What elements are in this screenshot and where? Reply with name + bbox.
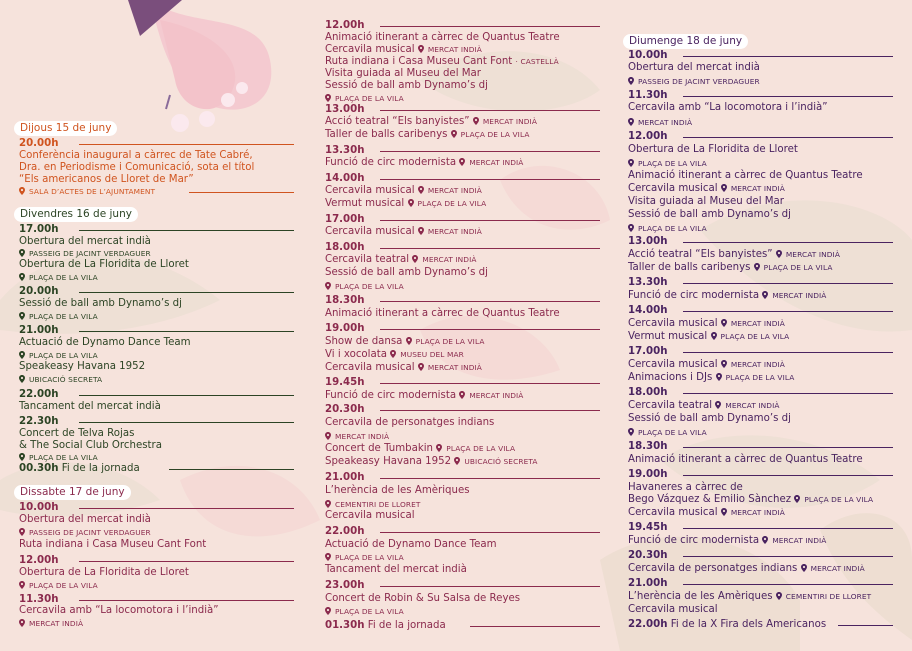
event-time: 10.00h bbox=[628, 50, 668, 61]
event-time: 13.30h bbox=[325, 145, 365, 156]
event-row: Speakeasy Havana 1952 UBICACIÓ SECRETA bbox=[325, 456, 538, 467]
location-pin-icon bbox=[762, 536, 768, 543]
location-pin-icon bbox=[19, 619, 25, 626]
event-location: PLAÇA DE LA VILA bbox=[19, 452, 294, 464]
divider bbox=[79, 292, 294, 293]
event-time: 19.45h bbox=[325, 377, 365, 388]
event-location: PLAÇA DE LA VILA bbox=[628, 223, 893, 235]
divider bbox=[683, 475, 893, 476]
event-location: PLAÇA DE LA VILA bbox=[19, 311, 294, 323]
event-title: Actuació de Dynamo Dance Team bbox=[19, 337, 191, 348]
location-pin-icon bbox=[716, 373, 722, 380]
event-title: “Els americanos de Lloret de Mar” bbox=[19, 174, 194, 185]
event-time: 14.00h bbox=[325, 173, 365, 184]
event-time: 12.00h bbox=[628, 131, 668, 142]
event-title: Dra. en Periodisme i Comunicació, sota el títol bbox=[19, 162, 255, 173]
event-location: PASSEIG DE JACINT VERDAGUER bbox=[19, 248, 294, 260]
divider bbox=[683, 283, 893, 284]
event-time: 17.00h bbox=[325, 214, 365, 225]
divider bbox=[683, 393, 893, 394]
event-title: L’herència de les Amèriques bbox=[325, 485, 470, 496]
event-title: Speakeasy Havana 1952 bbox=[19, 361, 146, 372]
event-title: Havaneres a càrrec de bbox=[628, 482, 743, 493]
location-pin-icon bbox=[325, 500, 331, 507]
divider bbox=[683, 528, 893, 529]
event-time: 11.30h bbox=[19, 594, 59, 605]
event-location: MERCAT INDIÀ bbox=[628, 117, 893, 129]
event-time: 14.00h bbox=[628, 305, 668, 316]
divider bbox=[79, 600, 294, 601]
event-time: 11.30h bbox=[628, 90, 668, 101]
event-title: Sessió de ball amb Dynamo’s dj bbox=[628, 413, 791, 424]
location-pin-icon bbox=[406, 337, 412, 344]
divider bbox=[683, 56, 893, 57]
day-header-dissabte: Dissabte 17 de juny bbox=[14, 485, 131, 500]
location-pin-icon bbox=[794, 495, 800, 502]
divider bbox=[838, 625, 893, 626]
divider bbox=[79, 508, 294, 509]
location-pin-icon bbox=[19, 312, 25, 319]
event-row: Vi i xocolata MUSEU DEL MAR bbox=[325, 349, 464, 360]
event-title: Obertura del mercat indià bbox=[628, 62, 760, 73]
event-time: 19.45h bbox=[628, 522, 668, 533]
event-row: Vermut musical PLAÇA DE LA VILA bbox=[628, 331, 790, 342]
divider bbox=[79, 144, 294, 145]
event-row: Concert de Tumbakin PLAÇA DE LA VILA bbox=[325, 443, 516, 454]
event-location: PLAÇA DE LA VILA bbox=[325, 93, 600, 105]
location-pin-icon bbox=[451, 130, 457, 137]
location-pin-icon bbox=[628, 118, 634, 125]
event-time: 18.00h bbox=[325, 242, 365, 253]
event-row: Cercavila musical MERCAT INDIÀ bbox=[325, 44, 482, 55]
event-location: PLAÇA DE LA VILA bbox=[628, 427, 893, 439]
event-row: Taller de balls caribenys PLAÇA DE LA VILA bbox=[628, 262, 833, 273]
event-row: Funció de circ modernista MERCAT INDIÀ bbox=[325, 157, 524, 168]
event-title: Obertura de La Floridita de Lloret bbox=[628, 144, 798, 155]
location-pin-icon bbox=[721, 319, 727, 326]
location-pin-icon bbox=[454, 457, 460, 464]
event-title: Visita guiada al Museu del Mar bbox=[325, 68, 481, 79]
event-row: Bego Vázquez & Emilio Sànchez PLAÇA DE LA VILA bbox=[628, 494, 874, 505]
location-pin-icon bbox=[412, 255, 418, 262]
event-end: 00.30h Fi de la jornada bbox=[19, 463, 140, 474]
event-row: Cercavila musical MERCAT INDIÀ bbox=[325, 185, 482, 196]
event-location: PLAÇA DE LA VILA bbox=[19, 580, 294, 592]
location-pin-icon bbox=[19, 273, 25, 280]
event-row: Cercavila musical MERCAT INDIÀ bbox=[628, 183, 785, 194]
event-time: 12.00h bbox=[325, 20, 365, 31]
event-title: Obertura del mercat indià bbox=[19, 514, 151, 525]
event-row: Acció teatral “Els banyistes” MERCAT INDIÀ bbox=[325, 116, 537, 127]
event-location: UBICACIÓ SECRETA bbox=[19, 374, 294, 386]
event-row: Show de dansa PLAÇA DE LA VILA bbox=[325, 336, 485, 347]
event-time: 22.30h bbox=[19, 416, 59, 427]
event-row: Funció de circ modernista MERCAT INDIÀ bbox=[628, 290, 827, 301]
location-pin-icon bbox=[436, 444, 442, 451]
event-time: 12.00h bbox=[19, 555, 59, 566]
event-time: 20.00h bbox=[19, 138, 59, 149]
event-end: 22.00h Fi de la X Fira dels Americanos bbox=[628, 619, 827, 630]
location-pin-icon bbox=[801, 564, 807, 571]
location-pin-icon bbox=[473, 117, 479, 124]
location-pin-icon bbox=[418, 363, 424, 370]
event-location: PLAÇA DE LA VILA bbox=[325, 552, 600, 564]
event-row: Cercavila teatral MERCAT INDIÀ bbox=[628, 400, 780, 411]
event-time: 21.00h bbox=[325, 472, 365, 483]
event-title: Sessió de ball amb Dynamo’s dj bbox=[325, 80, 488, 91]
event-time: 17.00h bbox=[628, 346, 668, 357]
event-time: 22.00h bbox=[325, 526, 365, 537]
event-time: 23.00h bbox=[325, 580, 365, 591]
divider bbox=[189, 192, 294, 193]
event-time: 21.00h bbox=[19, 325, 59, 336]
event-row: Cercavila musical MERCAT INDIÀ bbox=[325, 226, 482, 237]
event-title: Animació itinerant a càrrec de Quantus Teatre bbox=[325, 308, 560, 319]
event-time: 20.30h bbox=[325, 404, 365, 415]
event-location: PLAÇA DE LA VILA bbox=[19, 272, 294, 284]
location-pin-icon bbox=[628, 77, 634, 84]
location-pin-icon bbox=[19, 581, 25, 588]
location-pin-icon bbox=[721, 360, 727, 367]
location-pin-icon bbox=[628, 428, 634, 435]
event-title: Cercavila amb “La locomotora i l’indià” bbox=[19, 605, 219, 616]
divider bbox=[683, 311, 893, 312]
divider bbox=[79, 422, 294, 423]
event-row: Animacions i DJs PLAÇA DE LA VILA bbox=[628, 372, 795, 383]
event-row: Acció teatral “Els banyistes” MERCAT INDIÀ bbox=[628, 249, 840, 260]
day-header-dijous: Dijous 15 de juny bbox=[14, 121, 117, 136]
location-pin-icon bbox=[19, 375, 25, 382]
divider bbox=[380, 110, 600, 111]
event-row: Cercavila musical MERCAT INDIÀ bbox=[628, 507, 785, 518]
event-title: & The Social Club Orchestra bbox=[19, 440, 162, 451]
location-pin-icon bbox=[19, 528, 25, 535]
location-pin-icon bbox=[19, 249, 25, 256]
event-time: 19.00h bbox=[628, 469, 668, 480]
divider bbox=[380, 532, 600, 533]
event-location: PLAÇA DE LA VILA bbox=[325, 606, 600, 618]
event-title: Tancament del mercat indià bbox=[325, 564, 467, 575]
location-pin-icon bbox=[418, 227, 424, 234]
event-location: PLAÇA DE LA VILA bbox=[19, 350, 294, 362]
event-time: 22.00h bbox=[19, 389, 59, 400]
location-pin-icon bbox=[19, 187, 25, 194]
event-time: 18.00h bbox=[628, 387, 668, 398]
event-location: PLAÇA DE LA VILA bbox=[628, 158, 893, 170]
event-title: Cercavila amb “La locomotora i l’indià” bbox=[628, 102, 828, 113]
divider bbox=[380, 220, 600, 221]
event-row: Cercavila musical MERCAT INDIÀ bbox=[628, 318, 785, 329]
event-row: Cercavila musical MERCAT INDIÀ bbox=[628, 359, 785, 370]
divider bbox=[380, 329, 600, 330]
event-row: Cercavila de personatges indians MERCAT INDIÀ bbox=[628, 563, 865, 574]
event-title: Concert de Telva Rojas bbox=[19, 428, 135, 439]
event-time: 21.00h bbox=[628, 578, 668, 589]
event-end: 01.30h Fi de la jornada bbox=[325, 620, 446, 631]
day-header-diumenge: Diumenge 18 de juny bbox=[623, 34, 748, 49]
day-header-divendres: Divendres 16 de juny bbox=[14, 207, 138, 222]
event-title: Cercavila musical bbox=[628, 604, 718, 615]
event-title: Obertura de La Floridita de Lloret bbox=[19, 567, 189, 578]
event-title: Obertura del mercat indià bbox=[19, 236, 151, 247]
location-pin-icon bbox=[418, 45, 424, 52]
event-time: 17.00h bbox=[19, 224, 59, 235]
divider bbox=[683, 556, 893, 557]
event-location: SALA D’ACTES DE L’AJUNTAMENT bbox=[19, 186, 294, 198]
event-row: Cercavila teatral MERCAT INDIÀ bbox=[325, 254, 477, 265]
event-location: MERCAT INDIÀ bbox=[325, 431, 600, 443]
event-location: MERCAT INDIÀ bbox=[19, 618, 294, 630]
location-pin-icon bbox=[325, 282, 331, 289]
event-title: Cercavila de personatges indians bbox=[325, 417, 495, 428]
event-time: 13.30h bbox=[628, 277, 668, 288]
event-location: PASSEIG DE JACINT VERDAGUER bbox=[19, 527, 294, 539]
location-pin-icon bbox=[325, 94, 331, 101]
divider bbox=[470, 626, 600, 627]
divider bbox=[683, 584, 893, 585]
divider bbox=[683, 447, 893, 448]
location-pin-icon bbox=[628, 224, 634, 231]
event-title: Conferència inaugural a càrrec de Tate Cabré, bbox=[19, 150, 253, 161]
event-time: 20.00h bbox=[19, 286, 59, 297]
divider bbox=[380, 248, 600, 249]
divider bbox=[380, 586, 600, 587]
location-pin-icon bbox=[721, 184, 727, 191]
location-pin-icon bbox=[19, 351, 25, 358]
event-time: 18.30h bbox=[325, 295, 365, 306]
event-time: 13.00h bbox=[325, 104, 365, 115]
location-pin-icon bbox=[721, 508, 727, 515]
divider bbox=[380, 410, 600, 411]
location-pin-icon bbox=[325, 553, 331, 560]
divider bbox=[79, 395, 294, 396]
divider bbox=[380, 179, 600, 180]
event-title: Animació itinerant a càrrec de Quantus Teatre bbox=[628, 170, 863, 181]
location-pin-icon bbox=[776, 250, 782, 257]
event-title: Ruta indiana i Casa Museu Cant Font bbox=[19, 539, 207, 550]
event-row: Taller de balls caribenys PLAÇA DE LA VILA bbox=[325, 129, 530, 140]
location-pin-icon bbox=[762, 291, 768, 298]
divider bbox=[380, 26, 600, 27]
divider bbox=[79, 561, 294, 562]
event-title: Animació itinerant a càrrec de Quantus Teatre bbox=[325, 32, 560, 43]
location-pin-icon bbox=[754, 263, 760, 270]
event-title: Sessió de ball amb Dynamo’s dj bbox=[628, 209, 791, 220]
event-title: Concert de Robin & Su Salsa de Reyes bbox=[325, 593, 521, 604]
divider bbox=[380, 383, 600, 384]
event-title: Tancament del mercat indià bbox=[19, 401, 161, 412]
divider bbox=[683, 137, 893, 138]
location-pin-icon bbox=[628, 159, 634, 166]
event-title: Visita guiada al Museu del Mar bbox=[628, 196, 784, 207]
event-title: Cercavila musical bbox=[325, 510, 415, 521]
location-pin-icon bbox=[408, 199, 414, 206]
divider bbox=[683, 242, 893, 243]
event-time: 13.00h bbox=[628, 236, 668, 247]
location-pin-icon bbox=[711, 332, 717, 339]
location-pin-icon bbox=[325, 607, 331, 614]
divider bbox=[683, 96, 893, 97]
divider bbox=[79, 331, 294, 332]
location-pin-icon bbox=[418, 186, 424, 193]
event-location: PASSEIG DE JACINT VERDAGUER bbox=[628, 76, 893, 88]
event-title: Obertura de La Floridita de Lloret bbox=[19, 259, 189, 270]
event-time: 19.00h bbox=[325, 323, 365, 334]
event-title: Actuació de Dynamo Dance Team bbox=[325, 539, 497, 550]
event-title: Sessió de ball amb Dynamo’s dj bbox=[325, 267, 488, 278]
event-row: Ruta indiana i Casa Museu Cant Font · CASTELLÀ bbox=[325, 56, 559, 67]
divider bbox=[169, 469, 294, 470]
event-row: L’herència de les Amèriques CEMENTIRI DE LLORET bbox=[628, 591, 872, 602]
event-location: PLAÇA DE LA VILA bbox=[325, 281, 600, 293]
location-pin-icon bbox=[459, 391, 465, 398]
location-pin-icon bbox=[19, 453, 25, 460]
event-title: Sessió de ball amb Dynamo’s dj bbox=[19, 298, 182, 309]
divider bbox=[79, 230, 294, 231]
divider bbox=[380, 478, 600, 479]
event-location: CEMENTIRI DE LLORET bbox=[325, 499, 600, 511]
event-time: 18.30h bbox=[628, 441, 668, 452]
event-row: Vermut musical PLAÇA DE LA VILA bbox=[325, 198, 487, 209]
location-pin-icon bbox=[390, 350, 396, 357]
divider bbox=[683, 352, 893, 353]
event-time: 10.00h bbox=[19, 502, 59, 513]
location-pin-icon bbox=[459, 158, 465, 165]
location-pin-icon bbox=[325, 432, 331, 439]
location-pin-icon bbox=[776, 592, 782, 599]
divider bbox=[380, 151, 600, 152]
event-title: Animació itinerant a càrrec de Quantus Teatre bbox=[628, 454, 863, 465]
location-pin-icon bbox=[715, 401, 721, 408]
event-row: Funció de circ modernista MERCAT INDIÀ bbox=[325, 390, 524, 401]
divider bbox=[380, 301, 600, 302]
event-row: Funció de circ modernista MERCAT INDIÀ bbox=[628, 535, 827, 546]
event-row: Cercavila musical MERCAT INDIÀ bbox=[325, 362, 482, 373]
event-time: 20.30h bbox=[628, 550, 668, 561]
